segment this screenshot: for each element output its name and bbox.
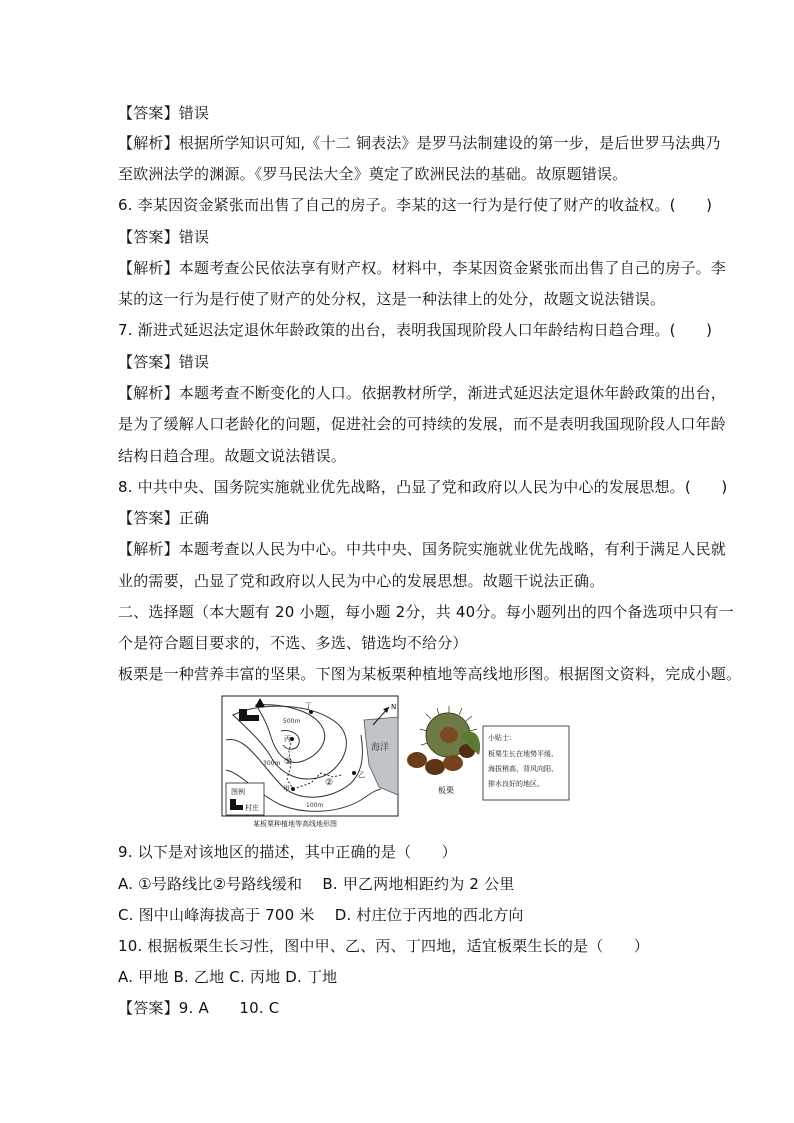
place-label-ding: 丁: [305, 702, 312, 710]
question-10: 10. 根据板栗生长习性，图中甲、乙、丙、丁四地，适宜板栗生长的是（ ）: [118, 937, 650, 955]
analysis-line: 业的需要，凸显了党和政府以人民为中心的发展思想。故题干说法正确。: [118, 572, 605, 590]
tip-line: 海拔稍高、背风向阳、: [488, 765, 558, 773]
contour-label: 300m: [263, 760, 281, 767]
chestnut-label: 板栗: [438, 786, 454, 795]
tip-title: 小贴士:: [488, 734, 512, 742]
place-label-yi: 乙: [358, 771, 365, 779]
contour-map-svg: [221, 695, 613, 830]
analysis-line: 【解析】本题考查不断变化的人口。依据教材所学，渐进式延迟法定退休年龄政策的出台，: [118, 384, 727, 402]
tip-line: 板栗生长在地势平缓、: [488, 750, 558, 758]
analysis-line: 是为了缓解人口老龄化的问题，促进社会的可持续的发展，而不是表明我国现阶段人口年龄: [118, 415, 727, 433]
question-9-options-ab: A. ①号路线比②号路线缓和 B. 甲乙两地相距约为 2 公里: [118, 875, 515, 893]
question-9: 9. 以下是对该地区的描述，其中正确的是（ ）: [118, 843, 457, 861]
legend-title: 图例: [231, 788, 245, 796]
answer-line: 【答案】错误: [118, 228, 210, 246]
question-10-options: A. 甲地 B. 乙地 C. 丙地 D. 丁地: [118, 968, 338, 986]
analysis-line: 【解析】本题考查公民依法享有财产权。材料中，李某因资金紧张而出售了自己的房子。李: [118, 259, 727, 277]
answer-line: 【答案】错误: [118, 104, 210, 122]
analysis-line: 至欧洲法学的渊源。《罗马民法大全》奠定了欧洲民法的基础。故原题错误。: [118, 165, 628, 183]
sea-label: 海洋: [371, 743, 390, 753]
section-heading: 个是符合题目要求的，不选、多选、错选均不给分）: [118, 634, 468, 652]
place-label-jia: 甲: [283, 785, 290, 793]
figure-caption: 某板栗种植地等高线地形图: [253, 820, 337, 828]
analysis-line: 【解析】根据所学知识可知,《十二 铜表法》是罗马法制建设的第一步，是后世罗马法典乃: [118, 134, 721, 152]
route-label-1: ①: [284, 757, 293, 767]
question-7: 7. 渐进式延迟法定退休年龄政策的出台，表明我国现阶段人口年龄结构日趋合理。( ): [118, 321, 713, 339]
answer-line: 【答案】错误: [118, 353, 210, 371]
contour-map-figure: [221, 695, 613, 830]
analysis-line: 结构日趋合理。故题文说法错误。: [118, 447, 347, 465]
tip-line: 排水良好的地区。: [488, 780, 544, 788]
point-yi: [352, 771, 356, 775]
north-label: N: [391, 703, 397, 711]
question-6: 6. 李某因资金紧张而出售了自己的房子。李某的这一行为是行使了财产的收益权。( ): [118, 196, 713, 214]
contour-label: 100m: [306, 802, 324, 809]
section-heading: 二、选择题（本大题有 20 小题，每小题 2分，共 40分。每小题列出的四个备选项中只有一: [118, 603, 734, 621]
material-intro: 板栗是一种营养丰富的坚果。下图为某板栗种植地等高线地形图。根据图文资料，完成小题。: [118, 665, 742, 683]
question-8: 8. 中共中央、国务院实施就业优先战略，凸显了党和政府以人民为中心的发展思想。( ): [118, 478, 728, 496]
answer-line: 【答案】正确: [118, 509, 210, 527]
analysis-line: 【解析】本题考查以人民为中心。中共中央、国务院实施就业优先战略，有利于满足人民就: [118, 540, 727, 558]
contour-label: 500m: [283, 718, 301, 725]
legend-village-label: 村庄: [245, 804, 259, 812]
place-label-bing: 丙: [284, 735, 291, 743]
chestnut-illustration: [407, 706, 480, 775]
final-answer-line: 【答案】9. A 10. C: [118, 999, 280, 1017]
question-9-options-cd: C. 图中山峰海拔高于 700 米 D. 村庄位于丙地的西北方向: [118, 906, 524, 924]
point-ding: [309, 710, 313, 714]
analysis-line: 某的这一行为是行使了财产的处分权，这是一种法律上的处分，故题文说法错误。: [118, 290, 666, 308]
route-label-2: ②: [325, 778, 334, 788]
